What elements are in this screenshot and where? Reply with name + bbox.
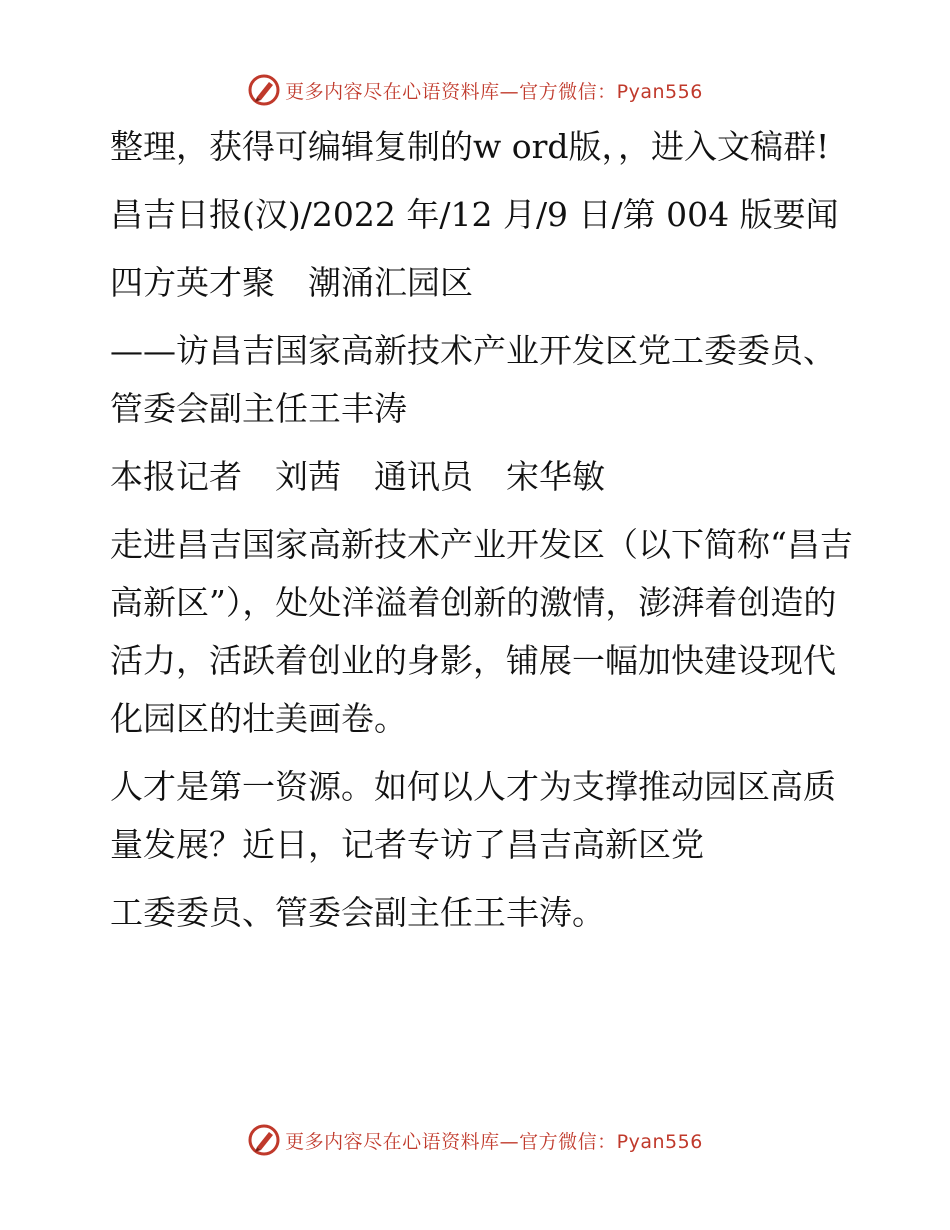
paragraph-intro: 整理，获得可编辑复制的w ord版，，进入文稿群! [110, 127, 830, 166]
pen-logo-icon [247, 73, 281, 107]
header-banner-text: 更多内容尽在心语资料库—官方微信：Pyan556 [285, 80, 703, 103]
article-byline: 本报记者 刘茜 通讯员 宋华敏 [110, 457, 605, 496]
footer-banner [0, 1120, 950, 1160]
pen-logo-icon [247, 1123, 281, 1157]
article-subtitle: ——访昌吉国家高新技术产业开发区党工委委员、管委会副主任王丰涛 [110, 331, 836, 428]
header-banner [0, 70, 950, 110]
footer-banner-text: 更多内容尽在心语资料库—官方微信：Pyan556 [285, 1130, 703, 1153]
paragraph-body-3: 工委委员、管委会副主任王丰涛。 [110, 893, 605, 932]
paragraph-source: 昌吉日报(汉)/2022 年/12 月/9 日/第 004 版要闻 [110, 195, 839, 234]
paragraph-body-1: 走进昌吉国家高新技术产业开发区（以下简称“昌吉高新区”），处处洋溢着创新的激情，澎湃着创造的活力，活跃着创业的身影，铺展一幅加快建设现代化园区的壮美画卷。 [110, 525, 853, 738]
article-title: 四方英才聚 潮涌汇园区 [110, 263, 473, 302]
document-body [98, 118, 858, 952]
paragraph-body-2: 人才是第一资源。如何以人才为支撑推动园区高质量发展？近日，记者专访了昌吉高新区党 [110, 767, 836, 864]
